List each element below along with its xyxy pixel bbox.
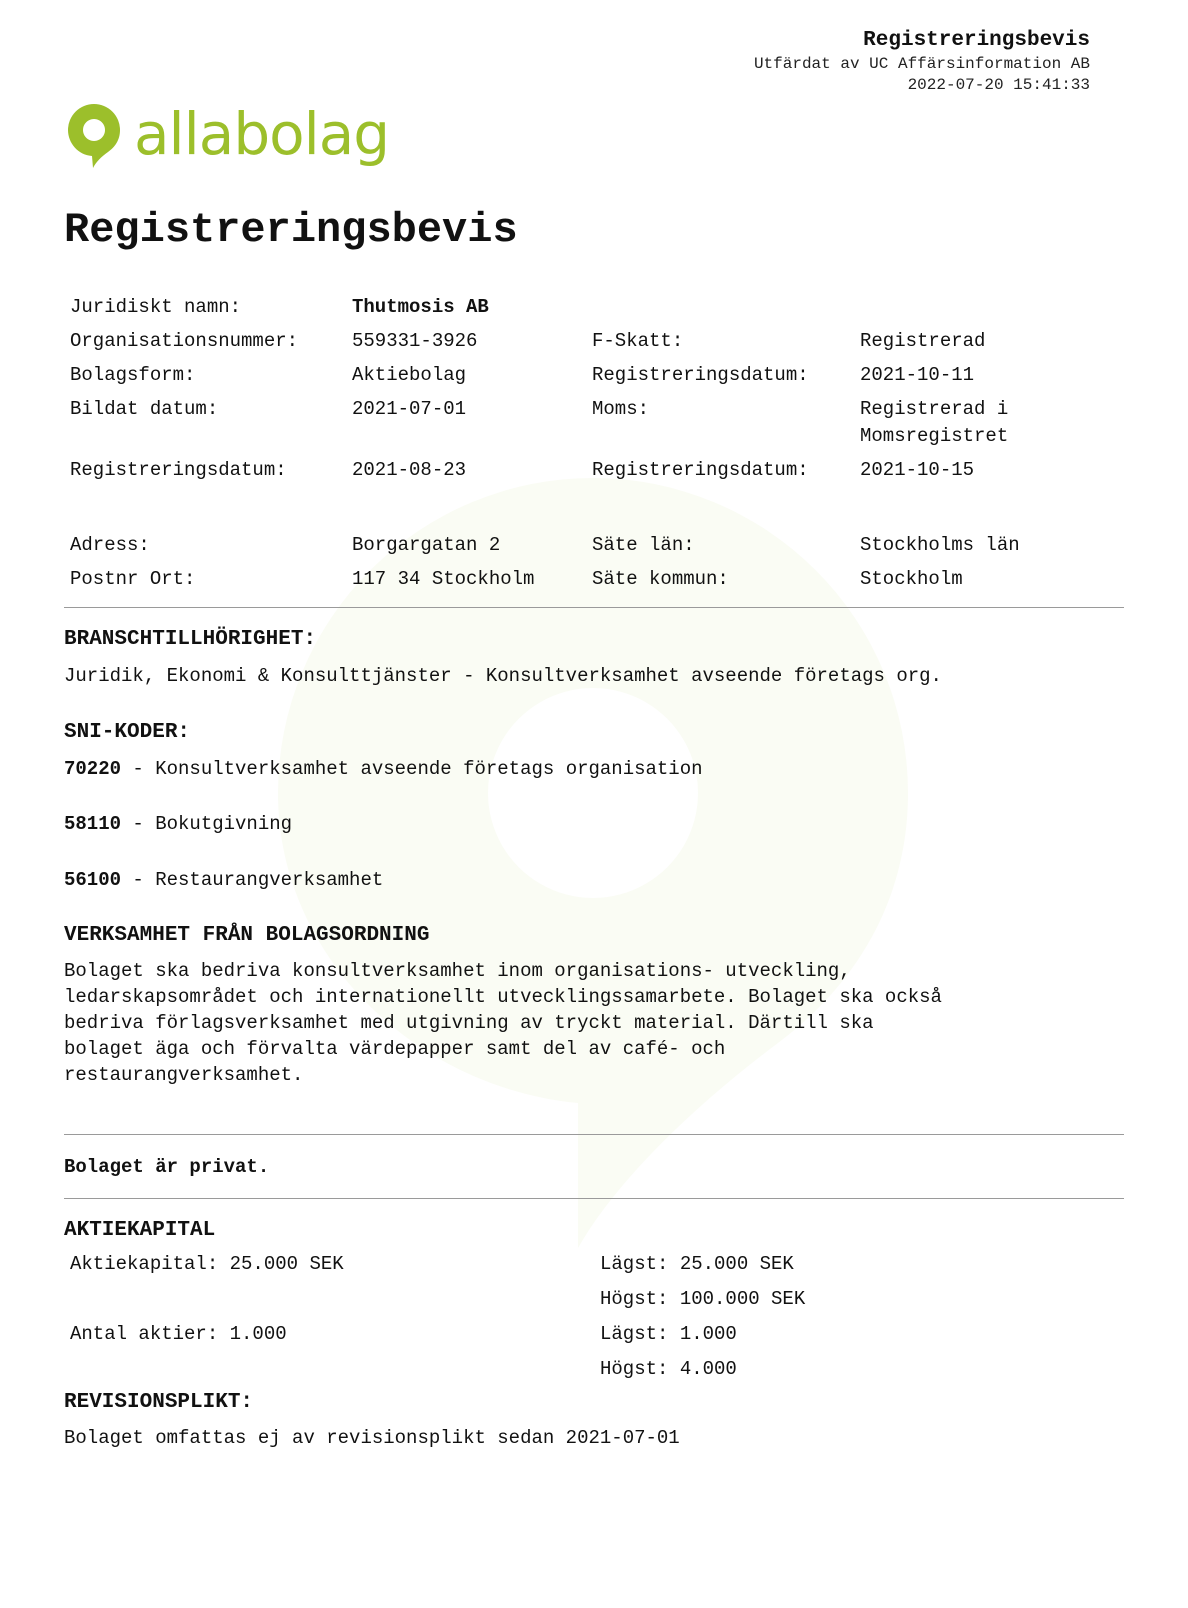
share-count-max: Högst: 4.000 [600,1358,737,1380]
logo-wordmark: allabolag [134,100,390,168]
share-capital: Aktiekapital: 25.000 SEK [70,1253,344,1275]
logo-pin-icon [66,102,122,172]
orgnr-label: Organisationsnummer: [70,330,299,352]
company-name: Thutmosis AB [352,296,489,318]
share-capital-max: Högst: 100.000 SEK [600,1288,806,1310]
sni-desc: - Bokutgivning [121,813,293,835]
issuer-name: Utfärdat av UC Affärsinformation AB [753,55,1090,73]
founded-label: Bildat datum: [70,398,219,420]
private-status: Bolaget är privat. [64,1156,270,1178]
moms-value [860,396,1008,450]
address-value: Borgargatan 2 [352,534,501,556]
name-label: Juridiskt namn: [70,296,242,318]
divider [64,1134,1124,1135]
form-label: Bolagsform: [70,364,196,386]
business-line: restaurangverksamhet. [64,1064,304,1086]
fskatt-label: F-Skatt: [592,330,684,352]
business-heading: VERKSAMHET FRÅN BOLAGSORDNING [64,924,430,947]
postal-label: Postnr Ort: [70,568,196,590]
form-value: Aktiebolag [352,364,467,386]
share-count: Antal aktier: 1.000 [70,1323,287,1345]
municipality-value: Stockholm [860,568,963,590]
sni-desc: - Restaurangverksamhet [121,869,384,891]
orgnr-value: 559331-3926 [352,330,478,352]
audit-text: Bolaget omfattas ej av revisionsplikt sedan 2021-07-01 [64,1427,680,1449]
moms-value-line1: Registrerad i [860,398,1009,420]
allabolag-logo [66,100,416,180]
municipality-label: Säte kommun: [592,568,729,590]
founded-value: 2021-07-01 [352,398,467,420]
industry-heading: BRANSCHTILLHÖRIGHET: [64,628,317,651]
address-label: Adress: [70,534,150,556]
moms-reg-label: Registreringsdatum: [592,459,809,481]
business-line: bolaget äga och förvalta värdepapper samt del av café- och [64,1038,726,1060]
sni-desc: - Konsultverksamhet avseende företags organisation [121,758,703,780]
industry-text: Juridik, Ekonomi & Konsulttjänster - Konsultverksamhet avseende företags org. [64,665,942,687]
moms-label: Moms: [592,398,650,420]
fskatt-value: Registrerad [860,330,986,352]
reg-label: Registreringsdatum: [70,459,287,481]
business-line: ledarskapsområdet och internationellt utvecklingssamarbete. Bolaget ska också [64,986,942,1008]
business-paragraph [64,958,1134,1088]
fskatt-reg-label: Registreringsdatum: [592,364,809,386]
business-line: Bolaget ska bedriva konsultverksamhet inom organisations- utveckling, [64,960,851,982]
share-count-min: Lägst: 1.000 [600,1323,737,1345]
sni-code: 70220 [64,758,122,780]
issuer-block [754,28,1090,96]
divider [64,1198,1124,1199]
sni-item [64,756,703,782]
fskatt-reg-value: 2021-10-11 [860,364,975,386]
sni-code: 58110 [64,813,122,835]
postal-value: 117 34 Stockholm [352,568,535,590]
business-line: bedriva förlagsverksamhet med utgivning av tryckt material. Därtill ska [64,1012,874,1034]
issued-timestamp: 2022-07-20 15:41:33 [907,76,1090,94]
sni-heading: SNI-KODER: [64,721,191,744]
company-info-table [70,294,1030,600]
page-title: Registreringsbevis [64,206,518,254]
capital-heading: AKTIEKAPITAL [64,1219,216,1242]
county-label: Säte län: [592,534,695,556]
sni-item [64,811,292,837]
issuer-title: Registreringsbevis [863,29,1090,52]
reg-value: 2021-08-23 [352,459,467,481]
audit-heading: REVISIONSPLIKT: [64,1391,254,1414]
divider [64,607,1124,608]
moms-reg-value: 2021-10-15 [860,459,975,481]
sni-item [64,867,383,893]
moms-value-line2: Momsregistret [860,425,1009,447]
sni-code: 56100 [64,869,122,891]
share-capital-min: Lägst: 25.000 SEK [600,1253,794,1275]
county-value: Stockholms län [860,534,1020,556]
